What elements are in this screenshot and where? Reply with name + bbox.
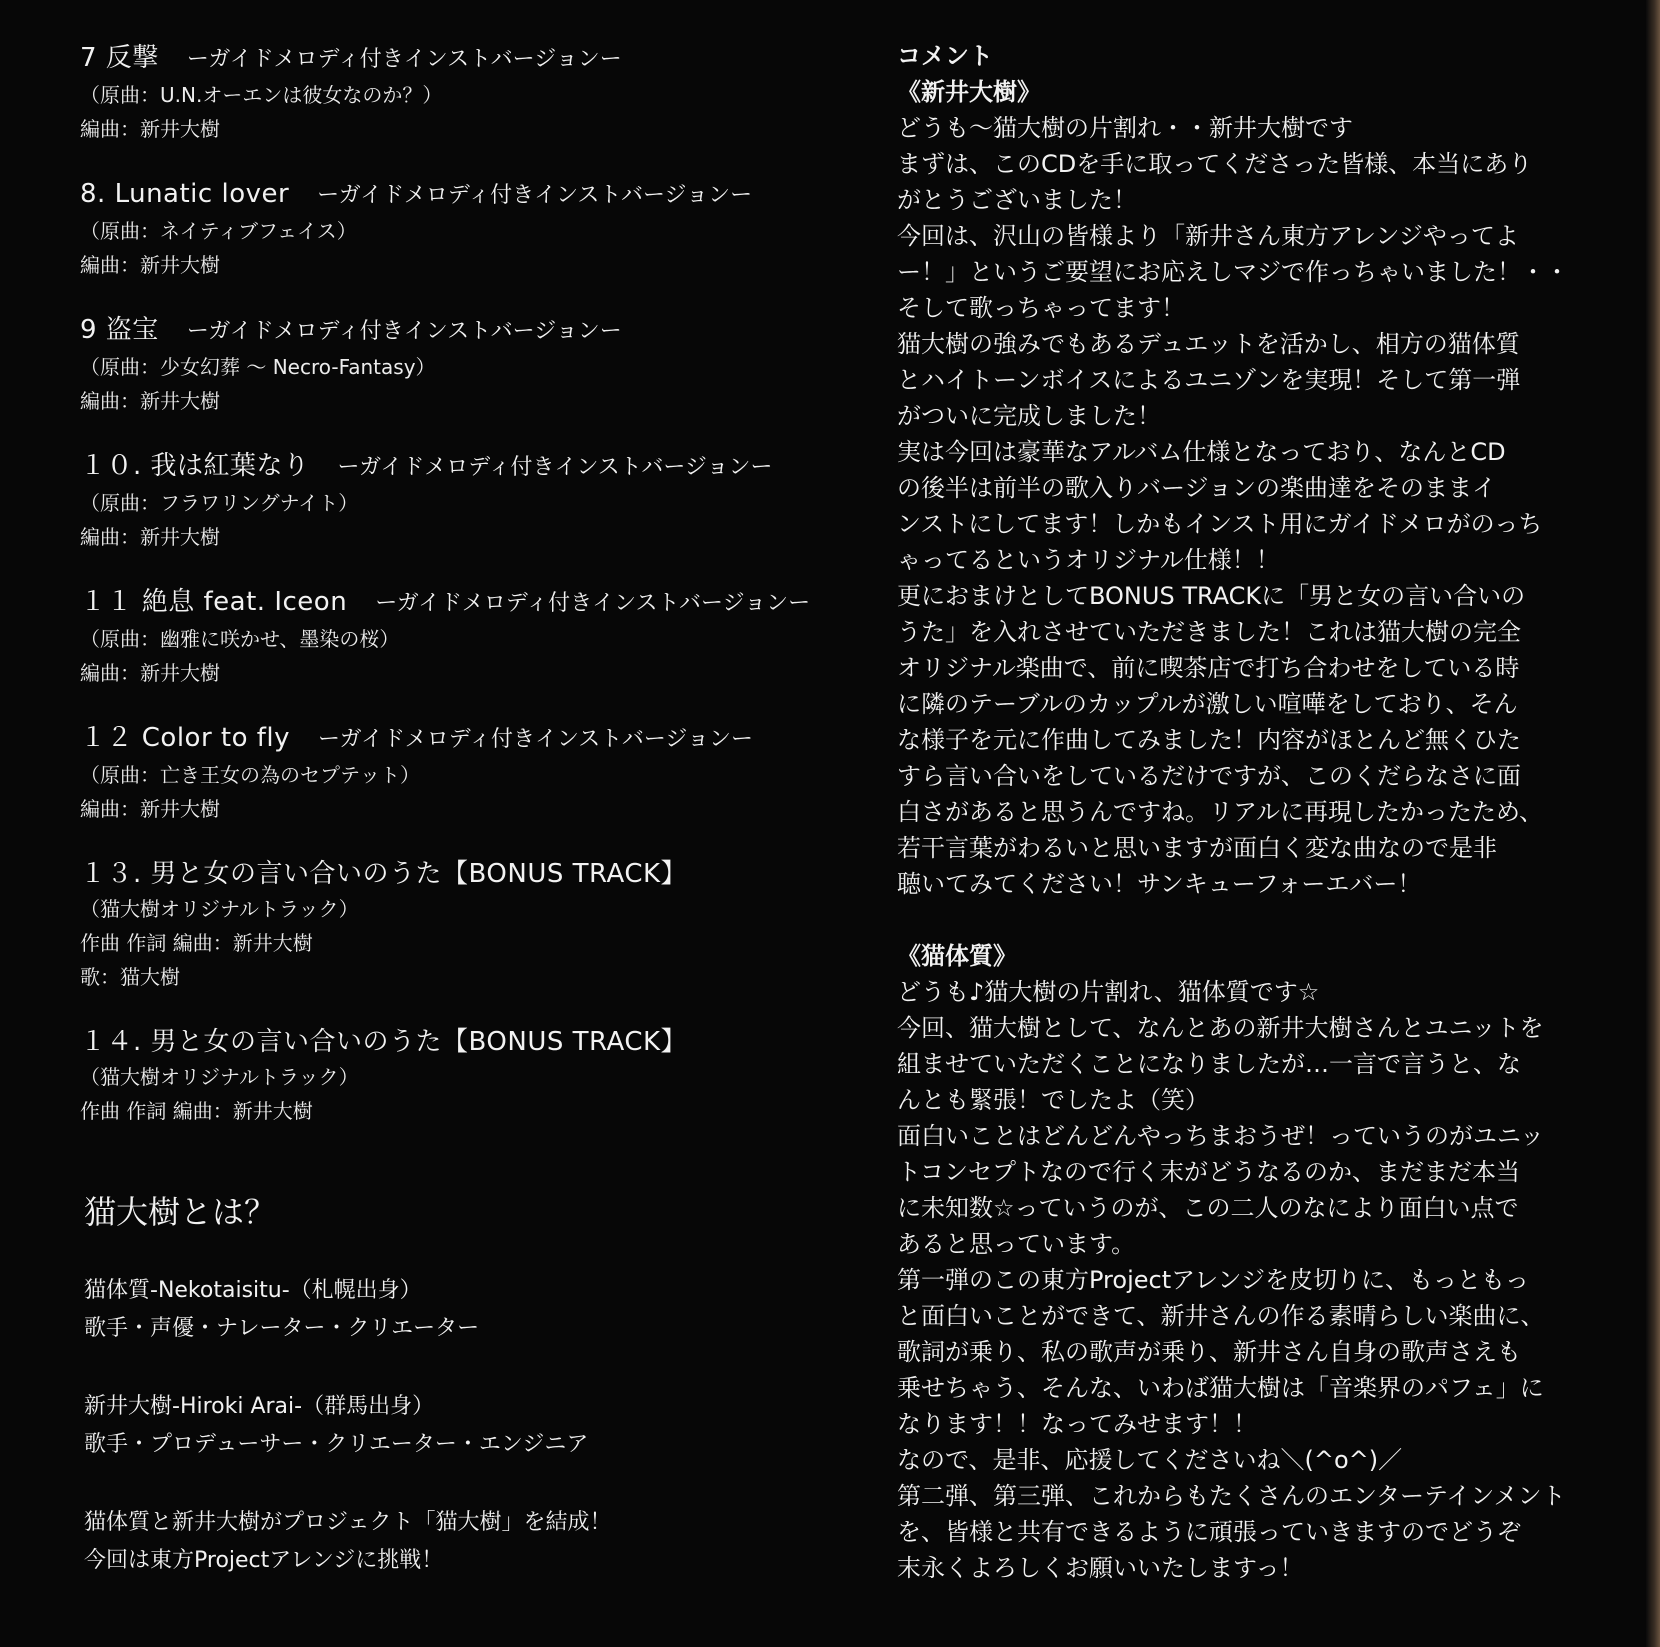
comment-line: 猫大樹の強みでもあるデュエットを活かし、相方の猫体質 — [897, 330, 1520, 358]
comment-line: がとうございました！ — [897, 186, 1137, 214]
track-original: （原曲：ネイティブフェイス） — [80, 219, 357, 243]
track-credit: 作曲 作詞 編曲：新井大樹 — [80, 1099, 313, 1123]
track-title — [80, 584, 840, 622]
track-credit: 編曲：新井大樹 — [80, 253, 220, 277]
comment-line: 組ませていただくことになりましたが…一言で言うと、な — [897, 1050, 1521, 1078]
track-name: 8. Lunatic lover — [80, 179, 290, 209]
track-vocal: 歌：猫大樹 — [80, 965, 180, 989]
comment-line: トコンセプトなので行く末がどうなるのか、まだまだ本当 — [897, 1158, 1521, 1186]
comment-author-neko: 《猫体質》 — [897, 942, 1017, 970]
comment-line: に未知数☆っていうのが、この二人のなにより面白い点で — [897, 1194, 1519, 1222]
comment-line: なります！！なってみせます！！ — [897, 1410, 1257, 1438]
track-name: １４. 男と女の言い合いのうた【BONUS TRACK】 — [80, 1027, 688, 1057]
comment-line: がついに完成しました！ — [897, 402, 1161, 430]
comment-line: まずは、このCDを手に取ってくださった皆様、本当にあり — [897, 150, 1533, 178]
track-credit: 編曲：新井大樹 — [80, 117, 220, 141]
track-title — [80, 448, 840, 486]
track-item — [80, 40, 840, 146]
track-subtitle: ーガイドメロディ付きインストバージョンー — [375, 591, 811, 616]
track-name: １２ Color to fly — [80, 723, 291, 753]
track-title — [80, 176, 840, 214]
track-title — [80, 312, 840, 350]
comment-line: 聴いてみてください！サンキューフォーエバー！ — [897, 870, 1422, 898]
comment-line: ー！」というご要望にお応えしマジで作っちゃいました！・・ — [897, 258, 1569, 286]
about-summary: 今回は東方Projectアレンジに挑戦！ — [84, 1548, 444, 1573]
track-title — [80, 856, 840, 892]
comment-line: と面白いことができて、新井さんの作る素晴らしい楽曲に、 — [897, 1302, 1545, 1330]
comment-line: 乗せちゃう、そんな、いわば猫大樹は「音楽界のパフェ」に — [897, 1374, 1544, 1402]
comment-line: に隣のテーブルのカップルが激しい喧嘩をしており、そん — [897, 690, 1518, 718]
comment-line: な様子を元に作曲してみました！内容がほとんど無くひた — [897, 726, 1521, 754]
comment-line: すら言い合いをしているだけですが、このくだらなさに面 — [897, 762, 1521, 790]
track-item — [80, 312, 840, 418]
comment-line: 今回、猫大樹として、なんとあの新井大樹さんとユニットを — [897, 1014, 1544, 1042]
comment-line: 白さがあると思うんですね。リアルに再現したかったため、 — [897, 798, 1544, 826]
comment-line: 今回は、沢山の皆様より「新井さん東方アレンジやってよ — [897, 222, 1519, 250]
comment-line: ンストにしてます！しかもインスト用にガイドメロがのっち — [897, 510, 1543, 538]
track-item — [80, 448, 840, 554]
comment-author-arai: 《新井大樹》 — [897, 78, 1041, 106]
track-item — [80, 856, 840, 994]
track-name: １３. 男と女の言い合いのうた【BONUS TRACK】 — [80, 859, 688, 889]
comment-line: ゃってるというオリジナル仕様！！ — [897, 546, 1280, 574]
track-item — [80, 584, 840, 690]
track-original: （原曲：U.N.オーエンは彼女なのか？） — [80, 83, 443, 107]
track-title — [80, 1024, 840, 1060]
member-name: 新井大樹-Hiroki Arai-（群馬出身） — [84, 1394, 435, 1419]
track-subtitle: ーガイドメロディ付きインストバージョンー — [186, 319, 622, 344]
track-original: （猫大樹オリジナルトラック） — [80, 897, 359, 921]
track-title — [80, 720, 840, 758]
track-name: １１ 絶息 feat. Iceon — [80, 587, 348, 617]
track-subtitle: ーガイドメロディ付きインストバージョンー — [186, 47, 622, 72]
comment-line: 末永くよろしくお願いいたしますっ！ — [897, 1554, 1304, 1582]
track-subtitle: ーガイドメロディ付きインストバージョンー — [337, 455, 773, 480]
comment-line: そして歌っちゃってます！ — [897, 294, 1185, 322]
comment-line: オリジナル楽曲で、前に喫茶店で打ち合わせをしている時 — [897, 654, 1520, 682]
track-credit: 編曲：新井大樹 — [80, 797, 220, 821]
track-original: （原曲：亡き王女の為のセプテット） — [80, 763, 420, 787]
track-item — [80, 1024, 840, 1128]
comment-line: どうも♪猫大樹の片割れ、猫体質です☆ — [897, 978, 1320, 1006]
track-original: （原曲：幽雅に咲かせ、墨染の桜） — [80, 627, 400, 651]
track-credit: 編曲：新井大樹 — [80, 525, 220, 549]
tracklist — [80, 40, 840, 1158]
comment-line: 実は今回は豪華なアルバム仕様となっており、なんとCD — [897, 438, 1506, 466]
track-item — [80, 720, 840, 826]
track-title — [80, 40, 840, 78]
track-name: 9 盗宝 — [80, 315, 159, 345]
about-section — [84, 1190, 804, 1580]
member-name: 猫体質-Nekotaisitu-（札幌出身） — [84, 1278, 422, 1303]
member-role: 歌手・プロデューサー・クリエーター・エンジニア — [84, 1432, 589, 1457]
comment-line: 第二弾、第三弾、これからもたくさんのエンターテインメント — [897, 1482, 1566, 1510]
comment-line: あると思っています。 — [897, 1230, 1136, 1258]
comment-line: とハイトーンボイスによるユニゾンを実現！そして第一弾 — [897, 366, 1521, 394]
track-subtitle: ーガイドメロディ付きインストバージョンー — [318, 727, 753, 752]
track-subtitle: ーガイドメロディ付きインストバージョンー — [317, 183, 753, 208]
track-original: （猫大樹オリジナルトラック） — [80, 1065, 359, 1089]
track-name: 7 反撃 — [80, 43, 159, 73]
track-item — [80, 176, 840, 282]
about-summary: 猫体質と新井大樹がプロジェクト「猫大樹」を結成！ — [84, 1510, 612, 1535]
track-name: １０. 我は紅葉なり — [80, 451, 310, 481]
comment-line: なので、是非、応援してくださいね＼(^o^)／ — [897, 1446, 1403, 1474]
comment-line: 若干言葉がわるいと思いますが面白く変な曲なので是非 — [897, 834, 1497, 862]
track-original: （原曲：フラワリングナイト） — [80, 491, 359, 515]
about-heading: 猫大樹とは？ — [84, 1193, 277, 1231]
comment-body-arai — [897, 110, 1617, 902]
comment-line: の後半は前半の歌入りバージョンの楽曲達をそのままイ — [897, 474, 1497, 502]
track-original: （原曲：少女幻葬 ～ Necro-Fantasy） — [80, 355, 436, 379]
comments-section — [897, 38, 1617, 1586]
comment-line: 面白いことはどんどんやっちまおうぜ！っていうのがユニッ — [897, 1122, 1545, 1150]
member-role: 歌手・声優・ナレーター・クリエーター — [84, 1316, 480, 1341]
comment-line: 第一弾のこの東方Projectアレンジを皮切りに、もっともっ — [897, 1266, 1529, 1294]
comment-line: どうも～猫大樹の片割れ・・新井大樹です — [897, 114, 1353, 142]
comment-line: を、皆様と共有できるように頑張っていきますのでどうぞ — [897, 1518, 1521, 1546]
comment-line: んとも緊張！でしたよ（笑） — [897, 1086, 1209, 1114]
comment-line: うた」を入れさせていただきました！これは猫大樹の完全 — [897, 618, 1521, 646]
page-edge — [1646, 0, 1660, 1647]
comment-line: 歌詞が乗り、私の歌声が乗り、新井さん自身の歌声さえも — [897, 1338, 1521, 1366]
comment-line: 更におまけとしてBONUS TRACKに「男と女の言い合いの — [897, 582, 1526, 610]
track-credit: 作曲 作詞 編曲：新井大樹 — [80, 931, 313, 955]
track-credit: 編曲：新井大樹 — [80, 389, 220, 413]
comment-body-neko — [897, 974, 1617, 1586]
track-credit: 編曲：新井大樹 — [80, 661, 220, 685]
comments-heading: コメント — [897, 42, 993, 70]
